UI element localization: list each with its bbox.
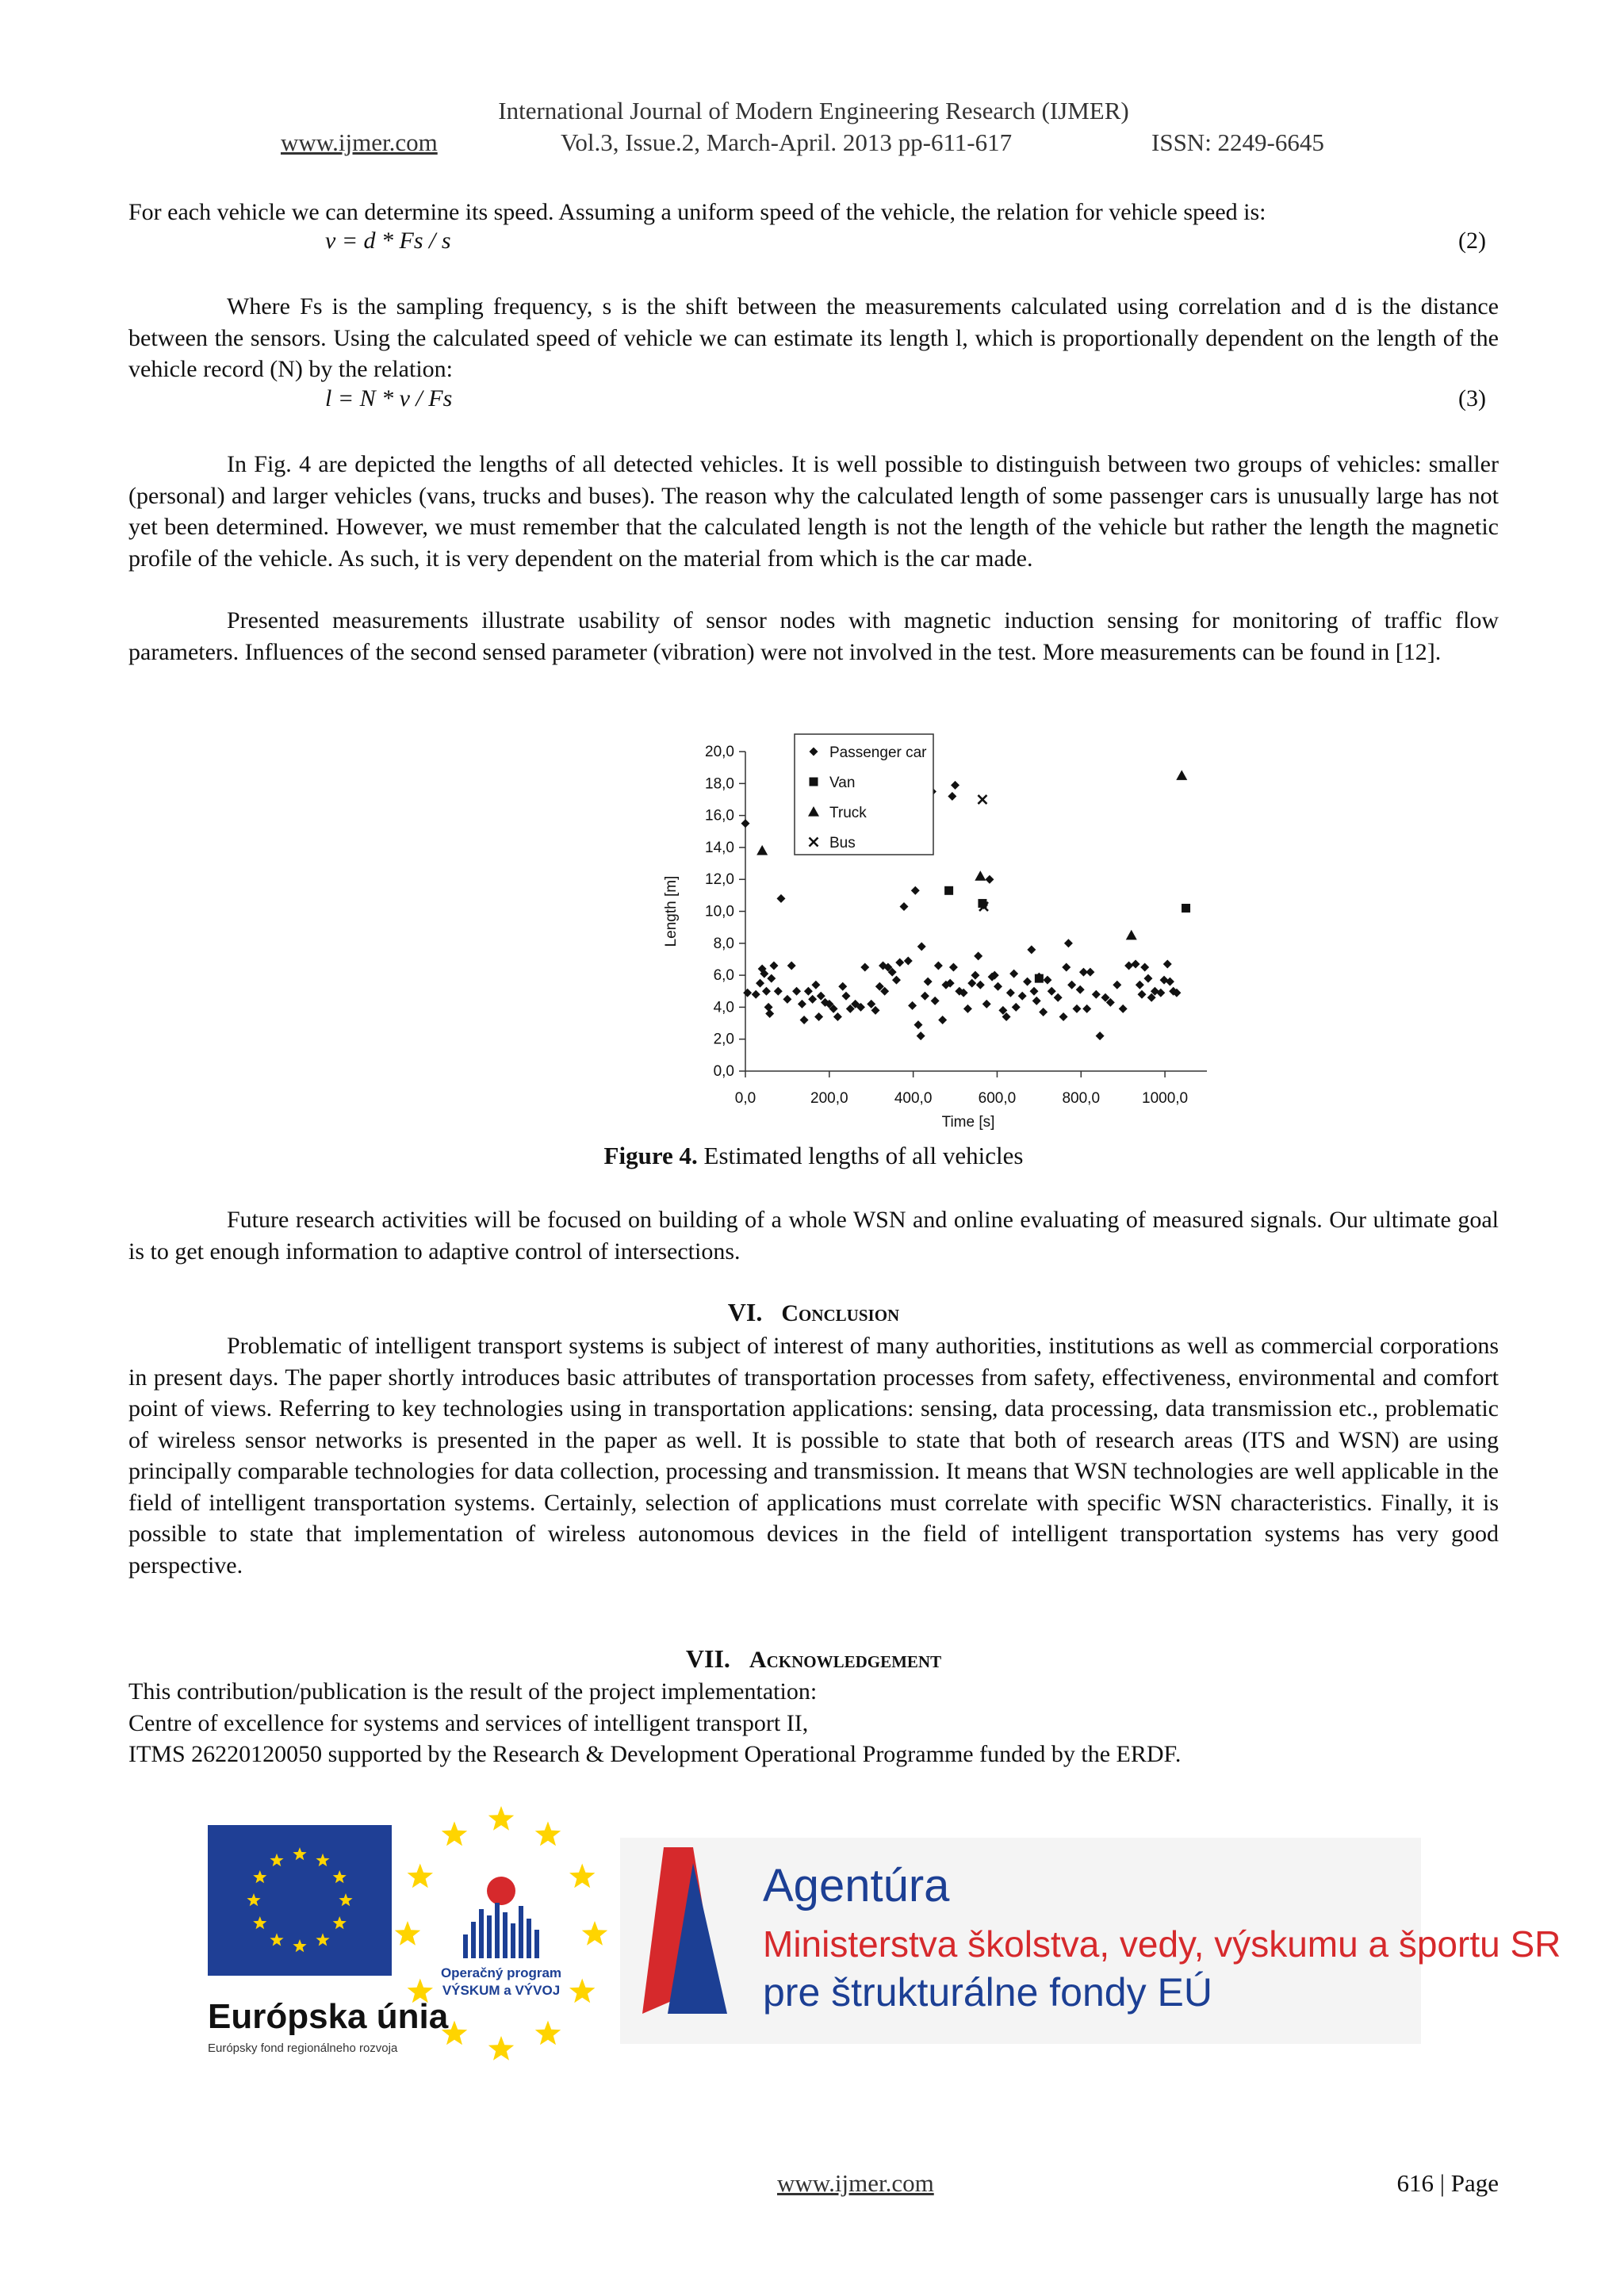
y-tick-label: 6,0 (713, 967, 734, 985)
ack-line-3: ITMS 26220120050 supported by the Research & Development Operational Programme funded by the ERDF. (128, 1741, 1182, 1767)
truck-point (1126, 930, 1137, 940)
agency-logo (620, 1838, 1561, 2044)
figure-caption-text: Estimated lengths of all vehicles (703, 1142, 1024, 1169)
op-star-icon (408, 1864, 433, 1888)
equation-2-number: (2) (1458, 228, 1486, 254)
section-title: Conclusion (781, 1300, 900, 1326)
passenger-car-point (951, 781, 959, 790)
eu-logo-title: Európska únia (208, 1997, 449, 2036)
passenger-car-point (1006, 989, 1015, 997)
funding-logos (208, 1816, 1561, 2117)
op-bar (534, 1930, 539, 1958)
y-tick-label: 10,0 (705, 903, 734, 920)
ack-line-2: Centre of excellence for systems and services of intelligent transport II, (128, 1710, 809, 1736)
van-point (1035, 974, 1044, 983)
passenger-car-point (1009, 970, 1018, 978)
passenger-car-point (1163, 959, 1172, 968)
passenger-car-point (917, 942, 926, 951)
passenger-car-point (764, 1003, 773, 1012)
passenger-car-point (895, 958, 904, 966)
passenger-car-point (949, 963, 958, 972)
passenger-car-point (867, 1000, 875, 1008)
passenger-car-point (1059, 1012, 1068, 1021)
passenger-car-point (756, 979, 764, 988)
passenger-car-point (1143, 974, 1152, 983)
equation-3-number: (3) (1458, 385, 1486, 411)
passenger-car-point (1032, 997, 1041, 1005)
passenger-car-point (1054, 993, 1063, 1002)
y-tick-label: 2,0 (713, 1031, 734, 1048)
x-tick-label: 0,0 (734, 1090, 756, 1107)
y-tick-label: 8,0 (713, 935, 734, 952)
agency-logo-line-3: pre štrukturálne fondy EÚ (763, 1970, 1212, 2015)
y-tick-label: 14,0 (705, 839, 734, 856)
passenger-car-point (1076, 985, 1085, 994)
passenger-car-point (776, 894, 785, 903)
op-logo-line-2: VÝSKUM a VÝVOJ (442, 1983, 561, 1998)
x-tick-label: 200,0 (810, 1090, 848, 1107)
passenger-car-point (752, 990, 760, 999)
agency-logo-line-2: Ministerstva školstva, vedy, výskumu a športu SR (763, 1923, 1561, 1965)
header-volume: Vol.3, Issue.2, March-April. 2013 pp-611-617 (561, 128, 1013, 156)
op-bar (463, 1934, 468, 1958)
op-bar (503, 1912, 508, 1958)
passenger-car-point (985, 875, 994, 884)
passenger-car-point (838, 982, 847, 991)
passenger-car-point (1124, 962, 1133, 970)
op-star-icon (569, 1979, 595, 2003)
op-star-icon (488, 2036, 514, 2061)
passenger-car-point (917, 1031, 925, 1040)
passenger-car-point (938, 1016, 947, 1024)
passenger-car-point (1023, 978, 1032, 986)
passenger-car-point (860, 963, 869, 972)
header-website-link[interactable]: www.ijmer.com (281, 128, 438, 156)
passenger-car-point (787, 962, 796, 970)
passenger-car-point (1012, 1003, 1021, 1012)
figure-4-scatter-chart (652, 720, 1223, 1140)
ack-line-1: This contribution/publication is the result of the project implementation: (128, 1678, 818, 1705)
footer-website-link[interactable]: www.ijmer.com (777, 2169, 934, 2197)
passenger-car-point (911, 886, 920, 895)
x-tick-label: 800,0 (1062, 1090, 1101, 1107)
op-star-icon (535, 2021, 561, 2045)
op-bar-graph-icon (463, 1903, 539, 1958)
op-red-dot-icon (487, 1877, 515, 1905)
passenger-car-point (967, 979, 976, 988)
passenger-car-point (1039, 1008, 1048, 1016)
passenger-car-point (783, 995, 791, 1004)
passenger-car-point (833, 1012, 842, 1021)
passenger-car-point (994, 982, 1002, 991)
passenger-car-point (931, 997, 940, 1005)
y-tick-label: 16,0 (705, 807, 734, 825)
passenger-car-point (798, 1000, 806, 1008)
paragraph-conclusion: Problematic of intelligent transport systems is subject of interest of many authorities, institutions as well as commercial corporations in present days. The paper shortly introduces basic attributes of transportation processes from safety, effectiveness, environmental and comfort point of views. Referring to key technologies using in transportation applications: sensing, data processing, data transmission etc., problematic of wireless sensor networks is presented in the paper as well. It is possible to state that both of research areas (ITS and WSN) are using principally comparable technologies for data collection, processing and transmission. It means that WSN technologies are well applicable in the field of intelligent transportation systems. Certainly, selection of applications must correlate with specific WSN characteristics. Finally, it is possible to state that implementation of wireless autonomous devices in the field of intelligent transportation systems has very good perspective. (128, 1333, 1499, 1578)
passenger-car-point (904, 956, 913, 965)
op-bar (519, 1906, 523, 1958)
passenger-car-point (1119, 1004, 1128, 1013)
passenger-car-point (811, 981, 820, 989)
eu-logo-subtitle: Európsky fond regionálneho rozvoja (208, 2042, 398, 2055)
paragraph-future-research: Future research activities will be focused on building of a whole WSN and online evaluating of measured signals. Our ultimate goal is to get enough information to adaptive control of intersections. (128, 1207, 1499, 1265)
header-issn: ISSN: 2249-6645 (1151, 128, 1324, 156)
paragraph-measurements: Presented measurements illustrate usability of sensor nodes with magnetic induction sensing for monitoring of traffic flow parameters. Influences of the second sensed parameter (vibration) were not involved in the test. More measurements can be found in [12]. (128, 607, 1499, 665)
y-axis-label: Length [m] (663, 875, 680, 947)
x-tick-label: 1000,0 (1142, 1090, 1189, 1107)
y-tick-label: 12,0 (705, 871, 734, 889)
x-axis-label: Time [s] (941, 1114, 995, 1131)
y-tick-label: 0,0 (713, 1063, 734, 1080)
op-star-icon (582, 1921, 607, 1946)
legend-label: Passenger car (829, 744, 927, 761)
passenger-car-point (769, 962, 778, 970)
op-star-icon (395, 1921, 420, 1946)
passenger-car-point (1027, 945, 1036, 954)
passenger-car-point (1132, 959, 1140, 968)
passenger-car-point (1064, 939, 1073, 947)
op-bar (479, 1909, 484, 1958)
legend-label: Truck (829, 805, 867, 821)
passenger-car-point (914, 1020, 922, 1029)
passenger-car-point (921, 992, 929, 1001)
passenger-car-point (1067, 981, 1076, 989)
op-logo-line-1: Operačný program (440, 1965, 562, 1980)
section-number: VII. (685, 1644, 730, 1673)
section-heading-conclusion (128, 1298, 1499, 1327)
footer-page-number: 616 | Page (1396, 2169, 1499, 2197)
passenger-car-point (948, 792, 956, 801)
passenger-car-point (1096, 1031, 1105, 1040)
equation-2: v = d * Fs / s (325, 228, 451, 254)
passenger-car-point (963, 1004, 972, 1013)
truck-point (1176, 770, 1187, 780)
passenger-car-point (1137, 990, 1146, 999)
op-star-icon (535, 1821, 561, 1846)
truck-point (756, 845, 768, 855)
passenger-car-point (814, 1012, 823, 1021)
passenger-car-point (765, 1009, 774, 1018)
van-point (944, 886, 953, 895)
passenger-car-point (741, 819, 750, 828)
passenger-car-point (804, 987, 813, 996)
passenger-car-point (1092, 990, 1101, 999)
agency-logo-line-1: Agentúra (763, 1860, 950, 1911)
op-bar (471, 1922, 476, 1958)
op-bar (511, 1923, 515, 1958)
truck-point (975, 871, 986, 881)
passenger-car-point (982, 1000, 991, 1008)
equation-3: l = N * v / Fs (325, 385, 453, 411)
passenger-car-point (1082, 1004, 1091, 1013)
op-star-icon (488, 1806, 514, 1831)
legend-label: Bus (829, 835, 856, 851)
y-tick-label: 18,0 (705, 775, 734, 793)
figure-4-caption (128, 1142, 1499, 1170)
passenger-car-point (899, 902, 908, 911)
passenger-car-point (774, 987, 783, 996)
passenger-car-point (841, 992, 850, 1001)
passenger-car-point (1062, 963, 1071, 972)
passenger-car-point (817, 992, 825, 1001)
passenger-car-point (1030, 987, 1039, 996)
passenger-car-point (971, 971, 979, 980)
op-star-icon (442, 1821, 467, 1846)
passenger-car-point (767, 974, 776, 983)
x-tick-label: 400,0 (894, 1090, 933, 1107)
passenger-car-point (871, 1006, 880, 1015)
bus-point (978, 795, 986, 804)
legend-square-marker (810, 778, 818, 786)
journal-title: International Journal of Modern Engineering Research (IJMER) (498, 97, 1129, 124)
passenger-car-point (974, 951, 982, 960)
op-bar (495, 1903, 500, 1958)
paragraph-where: Where Fs is the sampling frequency, s is the shift between the measurements calculated using correlation and d is the distance between the sensors. Using the calculated speed of vehicle we can estimate its length l, which is proportionally dependent on the length of the vehicle record (N) by the relation: (128, 293, 1499, 382)
section-number: VI. (727, 1298, 763, 1326)
passenger-car-point (934, 962, 943, 970)
legend-label: Van (829, 775, 856, 791)
passenger-car-point (976, 981, 985, 989)
passenger-car-point (1113, 981, 1121, 989)
passenger-car-point (1136, 981, 1144, 989)
y-tick-label: 20,0 (705, 744, 734, 760)
passenger-car-point (743, 989, 752, 997)
paragraph-speed-intro: For each vehicle we can determine its speed. Assuming a uniform speed of the vehicle, the relation for vehicle speed is: (128, 199, 1266, 225)
section-title: Acknowledgement (749, 1647, 942, 1673)
figure-label: Figure 4. (603, 1142, 698, 1169)
passenger-car-point (800, 1016, 809, 1024)
passenger-car-point (1043, 976, 1051, 985)
y-tick-label: 4,0 (713, 999, 734, 1016)
passenger-car-point (792, 987, 801, 996)
passenger-car-point (1072, 1004, 1081, 1013)
paragraph-fig4-discussion: In Fig. 4 are depicted the lengths of all detected vehicles. It is well possible to distinguish between two groups of vehicles: smaller (personal) and larger vehicles (vans, trucks and buses). The reason why the calculated length of some passenger cars is unusually large has not yet been determined. However, we must remember that the calculated length is not the length of the vehicle but rather the length the magnetic profile of the vehicle. As such, it is very dependent on the material from which is the car made. (128, 451, 1499, 572)
passenger-car-point (1048, 987, 1056, 996)
passenger-car-point (808, 995, 817, 1004)
passenger-car-point (924, 978, 933, 986)
section-heading-acknowledgement (128, 1644, 1499, 1674)
passenger-car-point (1086, 968, 1094, 977)
passenger-car-point (1140, 963, 1149, 972)
op-star-icon (569, 1864, 595, 1888)
van-point (1182, 904, 1190, 913)
passenger-car-point (762, 987, 771, 996)
passenger-car-point (892, 976, 901, 985)
op-bar (527, 1919, 531, 1958)
passenger-car-point (908, 1001, 917, 1010)
op-bar (487, 1915, 492, 1958)
x-tick-label: 600,0 (978, 1090, 1017, 1107)
passenger-car-point (1018, 992, 1027, 1001)
